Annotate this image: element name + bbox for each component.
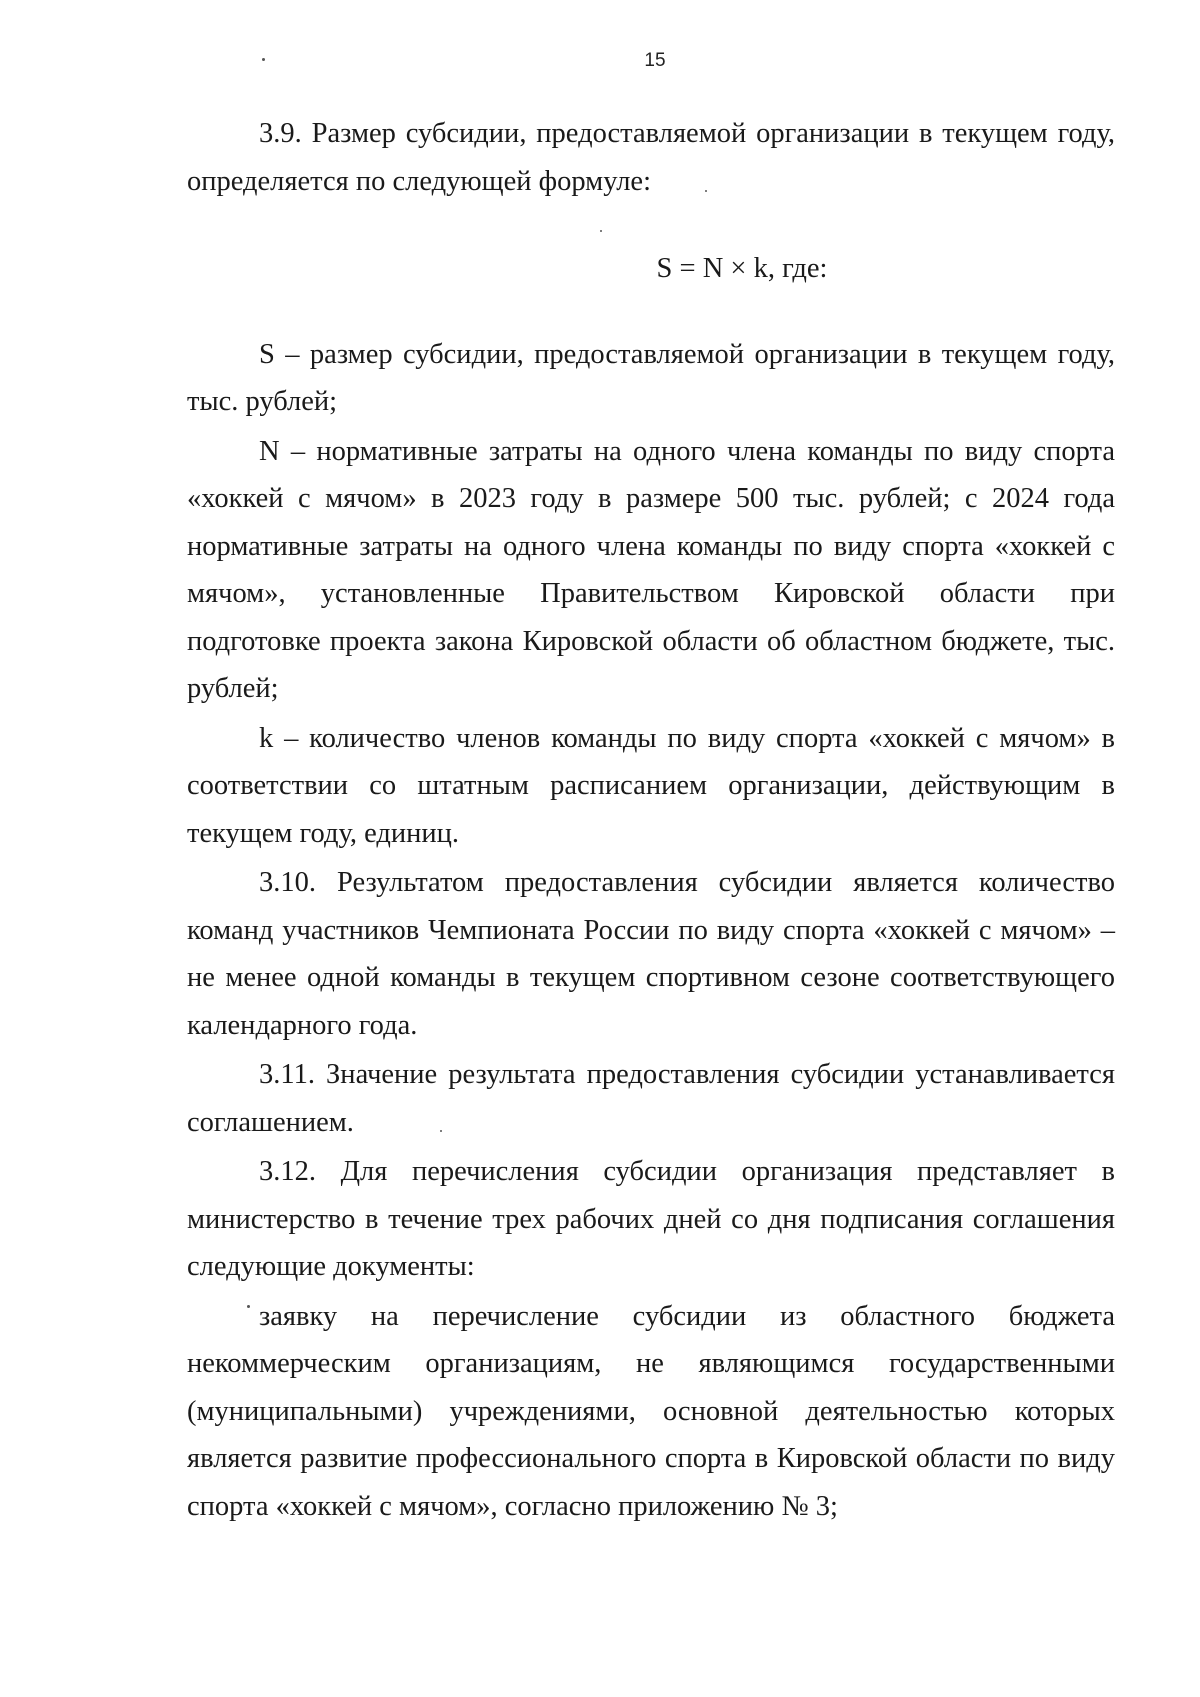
- scan-speck: [247, 1305, 250, 1308]
- page-number: 15: [644, 50, 666, 71]
- paragraph-3-12: 3.12. Для перечисления субсидии организация представляет в министерство в течение трех рабочих дней со дня подписания соглашения следующие документы:: [187, 1156, 1115, 1282]
- paragraph-3-9: 3.9. Размер субсидии, предоставляемой организации в текущем году, определяется по следующей формуле:: [187, 118, 1115, 197]
- definition-k: k – количество членов команды по виду спорта «хоккей с мячом» в соответствии со штатным расписанием организации, действующим в текущем году, единиц.: [187, 722, 1115, 849]
- definition-n: N – нормативные затраты на одного члена команды по виду спорта «хоккей с мячом» в 2023 году в размере 500 тыс. рублей; с 2024 года нормативные затраты на одного члена команды по виду спорта «хоккей с мячом», установленные Правительством Кировской области при подготовке проекта закона Кировской области об областном бюджете, тыс. рублей;: [187, 435, 1115, 704]
- document-body: [187, 110, 1115, 1530]
- definition-s: S – размер субсидии, предоставляемой организации в текущем году, тыс. рублей;: [187, 338, 1115, 417]
- paragraph-3-11: 3.11. Значение результата предоставления субсидии устанавливается соглашением.: [187, 1059, 1115, 1138]
- subsidy-formula: S = N × k, где:: [656, 253, 828, 284]
- scan-speck: [440, 1130, 442, 1132]
- scan-speck: [262, 58, 265, 61]
- scan-speck: [705, 190, 707, 192]
- scan-speck: [600, 230, 602, 232]
- paragraph-3-10: 3.10. Результатом предоставления субсидии является количество команд участников Чемпионата России по виду спорта «хоккей с мячом» – не менее одной команды в текущем спортивном сезоне соответствующего календарного года.: [187, 867, 1115, 1041]
- paragraph-3-12-item: заявку на перечисление субсидии из областного бюджета некоммерческим организациям, не являющимся государственными (муниципальными) учреждениями, основной деятельностью которых является развитие профессионального спорта в Кировской области по виду спорта «хоккей с мячом», согласно приложению № 3;: [187, 1300, 1115, 1522]
